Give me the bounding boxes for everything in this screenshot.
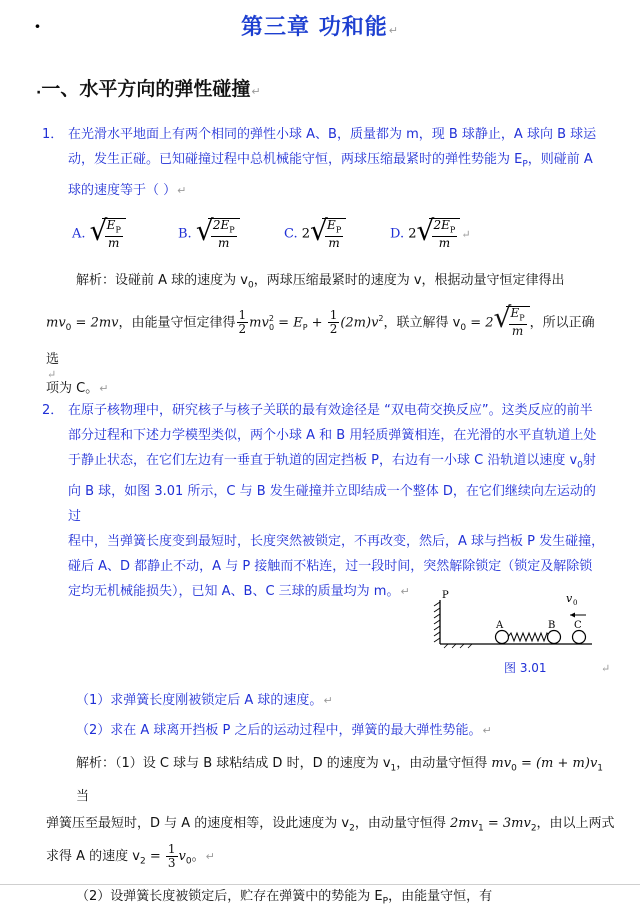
option-label: C.	[284, 226, 298, 242]
fraction-third: $\frac{1}{3}$	[167, 842, 176, 871]
sqrt-expression: √ $\frac{E_P}{m}$	[496, 306, 530, 339]
label-p: P	[442, 590, 449, 601]
option-label: B.	[178, 226, 192, 242]
math: = 3mv	[483, 815, 531, 831]
option-d	[390, 218, 471, 250]
option-b	[178, 218, 240, 250]
question-line-text: 射	[582, 453, 596, 468]
question-line: 向 B 球，如图 3.01 所示，C 与 B 发生碰撞并立即结成一个整体 D，在它们继续向左运动的过	[68, 483, 596, 524]
question-line: 碰后 A、D 都静止不动，A 与 P 接触而不粘连，过一段时间，突然解除锁定（锁定及解除锁	[68, 558, 593, 574]
math: = 2	[466, 314, 494, 330]
question-line: 程中，当弹簧长度变到最短时，长度突然被锁定，不再改变，然后，A 球与挡板 P 发生碰撞，	[68, 533, 605, 549]
heading-bullet: ·	[36, 85, 42, 101]
return-mark: ↵	[461, 227, 471, 241]
section-heading	[36, 74, 261, 101]
analysis-text: 解析：（1）设 C 球与 B 球粘结成 D 时，D 的速度为 v	[76, 756, 391, 771]
question-2-text	[68, 398, 608, 604]
return-mark: ↵	[205, 850, 215, 864]
return-mark: ↵	[47, 368, 57, 381]
question-line-text: 球的速度等于（ ）	[68, 182, 177, 198]
math: (2m)v	[340, 314, 379, 330]
frac-denominator: m	[438, 236, 451, 251]
option-label: A.	[72, 226, 86, 242]
label-v0-sub: 0	[573, 599, 578, 607]
return-mark: ↵	[388, 24, 399, 37]
option-coefficient: 2	[301, 226, 311, 242]
wall-hatch	[434, 602, 440, 642]
analysis-text: 。	[191, 849, 205, 865]
ball-c	[573, 631, 586, 644]
arrow-head	[570, 613, 575, 618]
frac-numerator: 2E	[212, 218, 230, 232]
subscript: P	[335, 225, 342, 235]
analysis-text: （2）设弹簧长度被锁定后，贮存在弹簧中的势能为 E	[76, 888, 383, 904]
subscript: P	[449, 225, 456, 235]
spring	[508, 633, 550, 641]
subscript: P	[522, 159, 528, 170]
figure-caption-text: 图 3.01	[504, 661, 547, 675]
sub-question-text: （2）求在 A 球离开挡板 P 之后的运动过程中，弹簧的最大弹性势能。	[76, 723, 482, 738]
frac-denominator: m	[218, 236, 230, 251]
sqrt-expression	[198, 218, 240, 250]
question-1-text	[68, 122, 608, 203]
analysis-text: ，由动量守恒得	[396, 756, 492, 771]
frac-numerator: E	[106, 218, 116, 232]
frac-denominator: m	[108, 236, 120, 251]
analysis-text: 当	[76, 788, 90, 804]
sub-question-text: （1）求弹簧长度刚被锁定后 A 球的速度。	[76, 693, 323, 708]
math: v	[178, 849, 186, 865]
analysis-text: ，联立解得 v	[383, 314, 461, 330]
question-line-text: 定均无机械能损失），已知 A、B、C 三球的质量均为 m。	[68, 583, 400, 599]
math: =	[145, 849, 165, 865]
subscript: P	[115, 225, 121, 235]
figure-3-01	[432, 588, 622, 692]
label-v0: v	[566, 592, 573, 605]
subscript: 0	[577, 460, 583, 471]
question-line	[68, 178, 608, 203]
fraction-half: $\frac{1}{2}$	[238, 307, 247, 336]
math: mv	[46, 314, 66, 330]
question-line-text: ，则碰前 A	[527, 152, 593, 167]
math: = 2mv	[71, 314, 119, 330]
option-coefficient: 2	[408, 226, 417, 242]
math: mv	[249, 314, 269, 330]
return-mark: ↵	[601, 662, 611, 675]
return-mark: ↵	[251, 85, 261, 98]
math: mv	[491, 756, 512, 771]
sqrt-expression	[312, 218, 346, 250]
q2-analysis	[46, 750, 616, 915]
analysis-text: ，由动量守恒得	[354, 815, 451, 831]
subscript: 0	[247, 280, 254, 291]
analysis-text: ，由以上两式	[536, 815, 615, 831]
question-line: 部分过程和下述力学模型类似，两个小球 A 和 B 用轻质弹簧相连，在光滑的水平直轨道上处	[68, 428, 597, 443]
math: = E	[274, 314, 303, 330]
ball-b	[548, 631, 561, 644]
subscript: 0	[65, 322, 72, 333]
return-mark: ↵	[177, 183, 187, 197]
question-number: 2．	[42, 403, 64, 418]
label-c: C	[574, 620, 582, 631]
analysis-text: 解析：设碰前 A 球的速度为 v	[76, 273, 248, 288]
return-mark: ↵	[99, 381, 109, 395]
page-divider	[0, 884, 640, 885]
analysis-text: ，所以正确选	[46, 314, 595, 367]
analysis-line: 求得 A 的速度 $v_2$ = $\frac{1}{3}$ $v_0$。↵	[46, 842, 215, 871]
fraction-half: $\frac{1}{2}$	[329, 307, 338, 336]
analysis-line	[46, 268, 606, 299]
frac-numerator: 2E	[433, 218, 450, 232]
q1-analysis	[46, 268, 606, 402]
label-b: B	[548, 620, 556, 631]
option-label: D.	[390, 226, 405, 242]
analysis-text: ，两球压缩最紧时的速度为 v，根据动量守恒定律得出	[253, 273, 565, 288]
math: +	[307, 314, 327, 330]
analysis-text: ，由能量守恒，有	[388, 888, 493, 904]
analysis-text: 弹簧压至最短时，D 与 A 的速度相等，设此速度为 v	[46, 815, 350, 831]
return-mark: ↵	[323, 694, 333, 707]
analysis-line: 解析：（1）设 C 球与 B 球粘结成 D 时，D 的速度为 $v_1$，由动量守恒得 $mv_0 = (m + m)v_1$当	[76, 756, 604, 804]
figure-caption	[504, 660, 547, 676]
analysis-text: 项为 C。	[46, 380, 99, 396]
question-1	[0, 122, 640, 202]
question-number: 1．	[42, 127, 64, 142]
sqrt-expression	[419, 218, 461, 250]
top-bullet: ·	[34, 14, 41, 38]
return-mark: ↵	[400, 584, 410, 598]
question-line: 在原子核物理中，研究核子与核子关联的最有效途径是 “双电荷交换反应”。这类反应的前半	[68, 403, 593, 418]
question-line: 在光滑水平地面上有两个相同的弹性小球 A、B，质量都为 m，现 B 球静止，A 球向 B 球运	[68, 127, 597, 142]
option-a	[72, 218, 126, 250]
sub-question-2	[76, 718, 492, 743]
math: 2mv	[450, 815, 478, 831]
frac-denominator: m	[328, 236, 340, 251]
frac-numerator: E	[327, 218, 336, 232]
chapter-title	[0, 10, 640, 41]
question-line-text: 动，发生正碰。已知碰撞过程中总机械能守恒，两球压缩最紧时的弹性势能为 E	[68, 152, 523, 167]
sub-question-1	[76, 688, 333, 713]
analysis-text: 求得 A 的速度 v	[46, 849, 140, 865]
question-line-text: 于静止状态，在它们左边有一垂直于轨道的固定挡板 P，右边有一小球 C 沿轨道以速度 v	[68, 453, 578, 468]
analysis-text: ，由能量守恒定律得	[118, 314, 236, 330]
section-heading-text: 一、水平方向的弹性碰撞	[41, 78, 251, 100]
analysis-line: $mv_0 = 2mv$，由能量守恒定律得 $\frac{1}{2}$ $mv^2_0 = E_P$ + $\frac{1}{2}$ $(2m)v^2$，联立解得 $v_0 = 2$ √ $\frac{E_P}{m}$ ，所以正确选	[46, 303, 606, 376]
option-c	[284, 218, 346, 250]
label-a: A	[496, 620, 504, 631]
chapter-title-text: 第三章 功和能	[241, 15, 388, 40]
analysis-line: 弹簧压至最短时，D 与 A 的速度相等，设此速度为 $v_2$，由动量守恒得 $2mv_1 = 3mv_2$，由以上两式	[46, 815, 615, 834]
ball-a	[496, 631, 509, 644]
question-line	[68, 448, 608, 479]
subscript: P	[229, 225, 235, 235]
sqrt-expression	[92, 218, 126, 250]
question-line	[68, 147, 608, 178]
return-mark: ↵	[482, 724, 492, 737]
analysis-line: （2）设弹簧长度被锁定后，贮存在弹簧中的势能为 $E_P$，由能量守恒，有	[76, 888, 493, 907]
math: = (m + m)v	[516, 756, 598, 771]
